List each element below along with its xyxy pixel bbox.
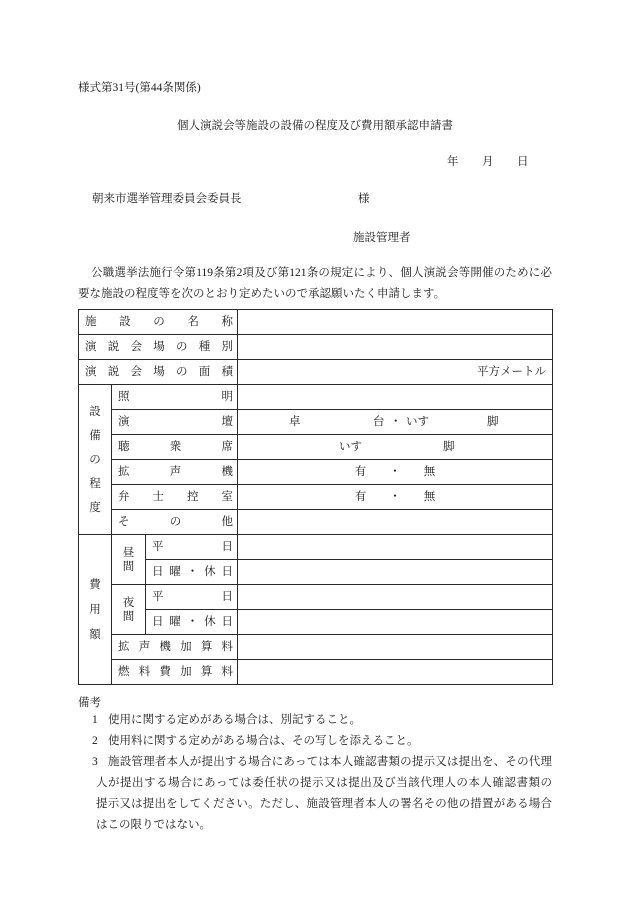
addressee-name: 朝来市選挙管理委員会委員長 [92, 193, 242, 205]
label-glyph: 控 [187, 491, 199, 503]
fees-group-label [79, 579, 111, 641]
podium-chair-count-unit: 脚 [487, 416, 499, 428]
date-year-label: 年 [447, 156, 459, 168]
label-glyph: 照 [118, 391, 130, 403]
venue-type-label [79, 340, 237, 354]
audience-seats-value-parts [238, 435, 552, 459]
notes-heading: 備考 [78, 697, 101, 709]
lighting-value [238, 385, 553, 410]
note-text: 使用料に関する定めがある場合は、その写しを添えること。 [108, 735, 419, 747]
lighting-label-cell [112, 385, 238, 410]
label-glyph: 明 [221, 391, 234, 403]
addressee-honorific: 様 [358, 193, 370, 205]
nighttime-cell [112, 585, 146, 635]
waiting-room-yes-no: 有・無 [354, 491, 459, 503]
waiting-room-label [112, 490, 237, 504]
body-line-1: 公職選挙法施行令第119条第2項及び第121条の規定により、個人演説会等開催のために必 [91, 267, 552, 279]
label-glyph: 聴 [118, 441, 130, 453]
nighttime-holiday-value [238, 610, 553, 635]
label-glyph: 料 [221, 666, 234, 678]
label-glyph: ・ [186, 566, 199, 578]
daytime-holiday-label [146, 565, 237, 579]
loudspeaker-value [238, 460, 553, 485]
body-line-2: 要な施設の程度等を次のとおり定めたいので承認願いたく申請します。 [78, 288, 446, 300]
application-table [78, 309, 553, 685]
venue-area-label-cell [79, 360, 238, 385]
podium-row [79, 410, 553, 435]
lighting-row [79, 385, 553, 410]
label-glyph: 説 [107, 366, 120, 378]
label-glyph: 費 [89, 578, 101, 591]
fuel-surcharge-label-cell [112, 660, 238, 685]
label-glyph: 衆 [169, 441, 182, 453]
label-glyph: 演 [85, 366, 97, 378]
label-glyph: 会 [130, 341, 142, 353]
label-glyph: の [169, 516, 182, 528]
label-glyph: 日 [221, 541, 234, 553]
loudspeaker-label [112, 465, 237, 479]
nighttime-holiday-row [79, 610, 553, 635]
nighttime-weekday-label [146, 590, 237, 604]
label-glyph: の [153, 316, 165, 328]
nighttime-weekday-row [79, 585, 553, 610]
nighttime-holiday-label-cell [146, 610, 238, 635]
loudspeaker-surcharge-value [238, 635, 553, 660]
note-text-continuation: 提示又は提出をしてください。ただし、施設管理者本人の署名その他の措置がある場合 [96, 798, 552, 810]
label-glyph: 拡 [118, 466, 130, 478]
fuel-surcharge-label [112, 665, 237, 679]
label-glyph: 休 [204, 616, 216, 628]
label-glyph: 称 [221, 316, 233, 328]
label-glyph: 弁 [118, 491, 130, 503]
daytime-holiday-value [238, 560, 553, 585]
label-glyph: 名 [187, 316, 199, 328]
label-glyph: 間 [122, 560, 135, 573]
label-glyph: 備 [89, 429, 101, 442]
label-glyph: 休 [204, 566, 216, 578]
label-glyph: そ [118, 516, 130, 528]
label-glyph: 間 [122, 610, 135, 623]
label-glyph: 拡 [118, 641, 130, 653]
form-title: 個人演説会等施設の設備の程度及び費用額承認申請書 [177, 120, 453, 132]
daytime-label [112, 547, 145, 573]
note-number: 3 [92, 756, 98, 768]
label-glyph: 場 [153, 366, 165, 378]
label-glyph: 夜 [122, 596, 135, 609]
podium-desk-unit: 卓 [289, 416, 301, 428]
label-glyph: 説 [107, 341, 120, 353]
waiting-room-row [79, 485, 553, 510]
label-glyph: 種 [198, 341, 211, 353]
label-glyph: 平 [152, 541, 164, 553]
venue-area-value [238, 360, 553, 385]
label-glyph: 施 [85, 316, 97, 328]
other-equipment-label-cell [112, 510, 238, 535]
facility-name-row [79, 310, 553, 335]
podium-separator: ・ [390, 416, 402, 428]
audience-seats-value [238, 435, 553, 460]
audience-seats-label [112, 440, 237, 454]
label-glyph: 席 [221, 441, 233, 453]
fuel-surcharge-row [79, 660, 553, 685]
label-glyph: 別 [221, 341, 233, 353]
label-glyph: 料 [221, 641, 234, 653]
audience-seats-label-cell [112, 435, 238, 460]
facility-name-value [238, 310, 553, 335]
label-glyph: 日 [152, 566, 164, 578]
podium-label-cell [112, 410, 238, 435]
label-glyph: 設 [89, 405, 101, 418]
waiting-room-value [238, 485, 553, 510]
equipment-group-label [79, 406, 111, 514]
daytime-holiday-row [79, 560, 553, 585]
podium-label [112, 415, 237, 429]
daytime-weekday-row [79, 535, 553, 560]
label-glyph: 積 [221, 366, 233, 378]
podium-chair-unit: いす [406, 416, 430, 428]
label-glyph: 算 [200, 666, 213, 678]
label-glyph: ・ [186, 616, 199, 628]
loudspeaker-row [79, 460, 553, 485]
label-glyph: 会 [130, 366, 142, 378]
lighting-label [112, 390, 237, 404]
loudspeaker-yes-no: 有・無 [354, 466, 459, 478]
note-text: 使用に関する定めがある場合は、別記すること。 [108, 714, 361, 726]
note-number: 1 [92, 714, 98, 726]
fuel-surcharge-value [238, 660, 553, 685]
note-number: 2 [92, 735, 98, 747]
label-glyph: 平 [152, 591, 164, 603]
note-text-continuation: はこの限りではない。 [96, 819, 211, 831]
label-glyph: 面 [198, 366, 211, 378]
note-text: 施設管理者本人が提出する場合にあっては本人確認書類の提示又は提出を、その代理 [108, 756, 552, 768]
other-equipment-row [79, 510, 553, 535]
label-glyph: 曜 [169, 616, 181, 628]
label-glyph: 加 [180, 666, 192, 678]
label-glyph: 日 [221, 591, 234, 603]
daytime-weekday-value [238, 535, 553, 560]
loudspeaker-label-cell [112, 460, 238, 485]
label-glyph: 声 [169, 466, 182, 478]
nighttime-label [112, 597, 145, 623]
label-glyph: 演 [85, 341, 97, 353]
label-glyph: 算 [200, 641, 213, 653]
daytime-holiday-label-cell [146, 560, 238, 585]
label-glyph: 場 [153, 341, 165, 353]
applicant-label: 施設管理者 [353, 232, 411, 244]
venue-area-label [79, 365, 237, 379]
loudspeaker-surcharge-row [79, 635, 553, 660]
podium-count-unit: 台 [373, 416, 385, 428]
venue-type-row [79, 335, 553, 360]
daytime-weekday-label [146, 540, 237, 554]
facility-name-label [79, 315, 237, 329]
date-month-label: 月 [482, 156, 494, 168]
label-glyph: 加 [180, 641, 192, 653]
fees-group-cell [79, 535, 112, 685]
equipment-group-cell [79, 385, 112, 535]
facility-name-label-cell [79, 310, 238, 335]
label-glyph: 日 [221, 566, 233, 578]
venue-area-row [79, 360, 553, 385]
label-glyph: 額 [89, 628, 101, 641]
other-equipment-value [238, 510, 553, 535]
nighttime-weekday-value [238, 585, 553, 610]
label-glyph: 用 [89, 603, 101, 616]
audience-seats-row [79, 435, 553, 460]
label-glyph: 壇 [221, 416, 234, 428]
label-glyph: の [176, 366, 188, 378]
loudspeaker-surcharge-label [112, 640, 237, 654]
podium-value-parts [238, 410, 552, 434]
label-glyph: 昼 [122, 546, 135, 559]
podium-value [238, 410, 553, 435]
label-glyph: 程 [89, 477, 101, 490]
other-equipment-label [112, 515, 237, 529]
label-glyph: 他 [221, 516, 233, 528]
label-glyph: 演 [118, 416, 130, 428]
form-number: 様式第31号(第44条関係) [78, 82, 201, 94]
waiting-room-label-cell [112, 485, 238, 510]
nighttime-holiday-label [146, 615, 237, 629]
label-glyph: 機 [159, 641, 171, 653]
daytime-weekday-label-cell [146, 535, 238, 560]
venue-type-value [238, 335, 553, 360]
label-glyph: 曜 [169, 566, 181, 578]
label-glyph: 度 [89, 501, 101, 514]
nighttime-weekday-label-cell [146, 585, 238, 610]
label-glyph: 設 [119, 316, 131, 328]
label-glyph: 料 [138, 666, 151, 678]
label-glyph: の [89, 453, 101, 466]
daytime-cell [112, 535, 146, 585]
label-glyph: 士 [152, 491, 164, 503]
venue-area-unit: 平方メートル [477, 366, 547, 378]
label-glyph: 日 [221, 616, 233, 628]
note-text-continuation: 人が提出する場合にあっては委任状の提示又は提出及び当該代理人の本人確認書類の [96, 777, 552, 789]
audience-chair-count-unit: 脚 [443, 441, 455, 453]
label-glyph: 室 [221, 491, 233, 503]
label-glyph: 燃 [118, 666, 130, 678]
loudspeaker-surcharge-label-cell [112, 635, 238, 660]
venue-type-label-cell [79, 335, 238, 360]
label-glyph: の [176, 341, 188, 353]
date-day-label: 日 [517, 156, 529, 168]
audience-chair-unit: いす [339, 441, 363, 453]
label-glyph: 費 [159, 666, 171, 678]
label-glyph: 声 [138, 641, 151, 653]
label-glyph: 機 [221, 466, 233, 478]
label-glyph: 日 [152, 616, 164, 628]
